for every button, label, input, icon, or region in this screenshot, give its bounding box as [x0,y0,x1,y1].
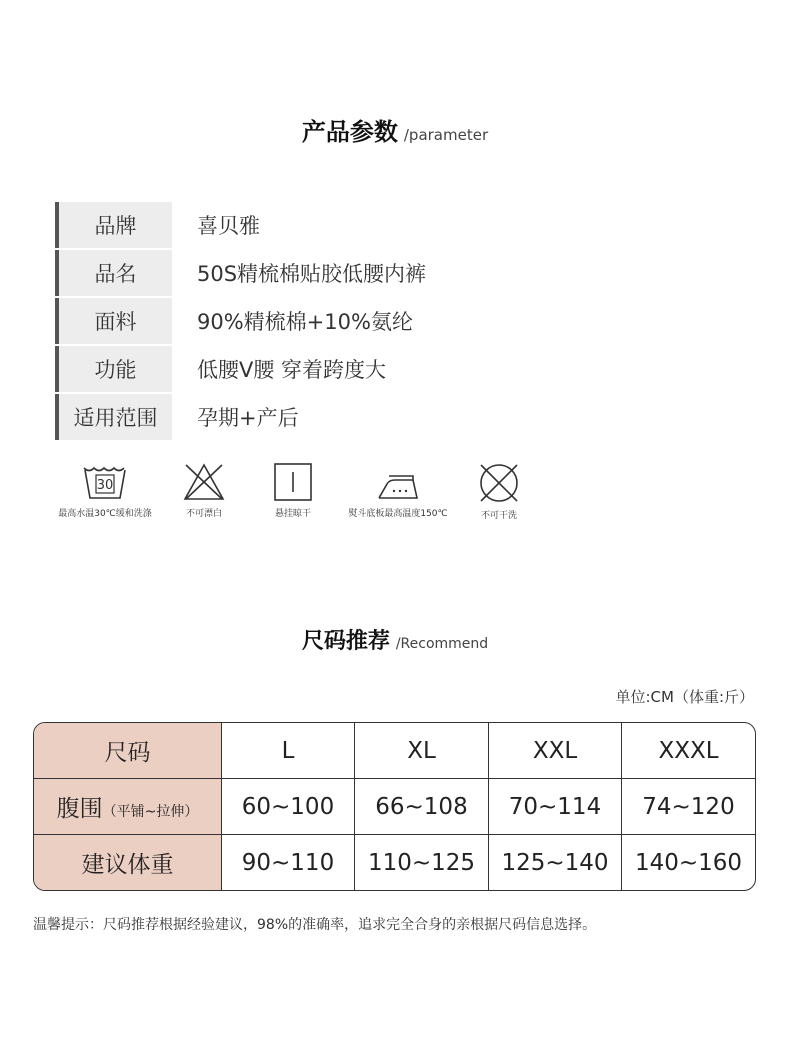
no-bleach-icon [182,462,226,502]
unit-note: 单位:CM（体重:斤） [615,688,754,706]
waist-label: 腹围 [56,796,103,823]
waist-cell: 74~120 [622,779,755,835]
tip-text: 温馨提示：尺码推荐根据经验建议，98%的准确率，追求完全合身的亲根据尺码信息选择。 [33,917,597,933]
size-title-en: /Recommend [395,636,489,652]
care-hang-dry [233,462,353,519]
waist-cell: 66~108 [355,779,489,835]
wash-temp: 30 [96,478,114,493]
parameter-title-en: /parameter [403,126,489,144]
care-label: 悬挂晾干 [274,509,311,519]
param-row-brand [55,202,426,248]
size-cell: L [222,723,355,779]
waist-cell: 70~114 [489,779,622,835]
table-row [34,779,755,835]
parameter-section-title [0,112,790,147]
size-title-cn: 尺码推荐 [301,629,390,654]
param-value: 孕期+产后 [197,406,299,430]
size-table [33,722,756,891]
waist-header [34,779,222,835]
care-label: 熨斗底板最高温度150℃ [348,509,448,519]
care-label: 不可漂白 [185,509,222,519]
param-row-name [55,250,426,296]
param-row-function [55,346,426,392]
weight-cell: 125~140 [489,835,622,890]
waist-note: （平铺~拉伸） [102,804,199,821]
weight-cell: 110~125 [355,835,489,890]
table-row [34,835,755,890]
hang-dry-icon [273,462,313,502]
size-cell: XXXL [622,723,755,779]
param-label: 品名 [55,250,172,296]
size-section-title [0,624,790,655]
weight-cell: 140~160 [634,849,743,876]
param-label: 功能 [55,346,172,392]
size-cell: XL [355,723,489,779]
param-value: 90%精梳棉+10%氨纶 [197,310,413,334]
table-row [34,723,755,779]
weight-header: 建议体重 [34,835,222,890]
care-no-dry-clean [439,462,559,521]
wash-30-icon [82,462,128,502]
waist-cell: 60~100 [222,779,355,835]
care-label: 最高水温30℃缓和洗涤 [58,509,152,519]
param-label: 品牌 [55,202,172,248]
param-label: 面料 [55,298,172,344]
param-value: 喜贝雅 [197,214,260,238]
parameter-list [55,202,426,442]
size-header-label: 尺码 [34,723,222,779]
param-label: 适用范围 [55,394,172,440]
param-value: 低腰V腰 穿着跨度大 [197,358,387,382]
size-cell: XXL [489,723,622,779]
care-label: 不可干洗 [480,511,517,521]
param-row-scope [55,394,426,440]
iron-icon [375,462,421,502]
param-row-fabric [55,298,426,344]
param-value: 50S精梳棉贴胶低腰内裤 [197,262,427,286]
weight-cell: 90~110 [222,835,355,890]
parameter-title-cn: 产品参数 [301,118,398,146]
no-dry-clean-icon [478,462,520,504]
